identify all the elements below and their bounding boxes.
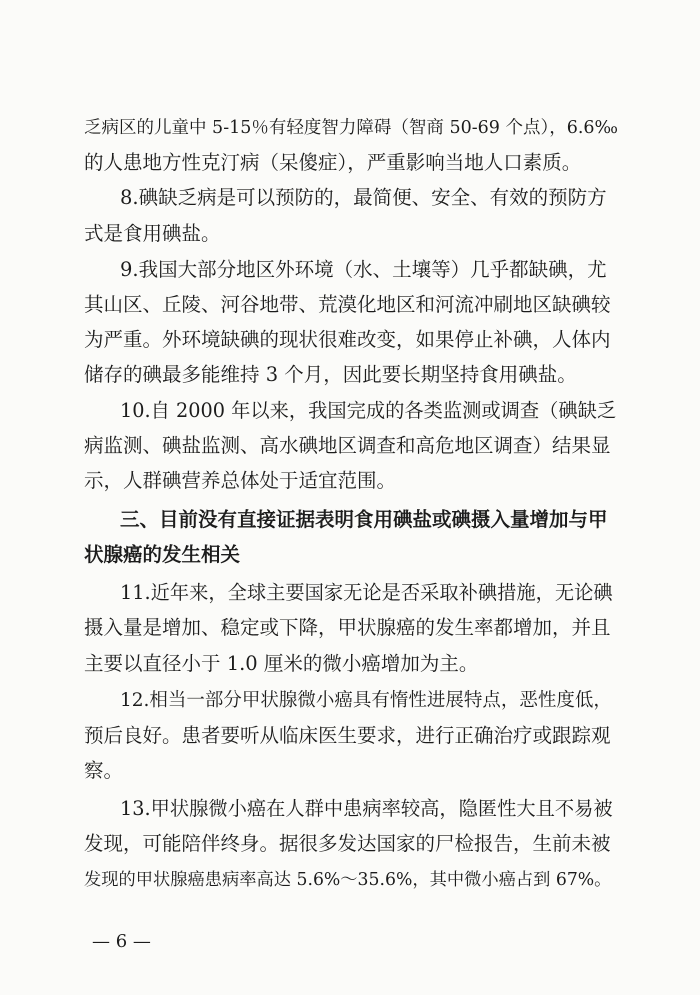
text-line: 发现的甲状腺癌患病率高达 5.6%～35.6%，其中微小癌占到 67%。 — [84, 870, 612, 890]
text-line: 病监测、碘盐监测、高水碘地区调查和高危地区调查）结果显 — [84, 434, 611, 457]
text-line: 11.近年来，全球主要国家无论是否采取补碘措施，无论碘 — [120, 581, 613, 604]
text-line: 储存的碘最多能维持 3 个月，因此要长期坚持食用碘盐。 — [84, 363, 577, 386]
text-line: 主要以直径小于 1.0 厘米的微小癌增加为主。 — [84, 652, 479, 675]
text-line: 为严重。外环境缺碘的现状很难改变，如果停止补碘，人体内 — [84, 328, 611, 351]
text-line: 式是食用碘盐。 — [84, 222, 221, 245]
text-line: 9.我国大部分地区外环境（水、土壤等）几乎都缺碘，尤 — [120, 258, 607, 281]
text-line: 摄入量是增加、稳定或下降，甲状腺癌的发生率都增加，并且 — [84, 616, 611, 639]
text-line: 乏病区的儿童中 5-15％有轻度智力障碍（智商 50-69 个点），6.6‰ — [84, 118, 619, 138]
text-line: 示，人群碘营养总体处于适宜范围。 — [84, 469, 397, 492]
text-line: 10.自 2000 年以来，我国完成的各类监测或调查（碘缺乏 — [120, 399, 617, 422]
section-heading: 状腺癌的发生相关 — [84, 543, 241, 566]
text-line: 发现，可能陪伴终身。据很多发达国家的尸检报告，生前未被 — [84, 832, 611, 855]
text-line: 13.甲状腺微小癌在人群中患病率较高，隐匿性大且不易被 — [120, 797, 613, 820]
text-line: 察。 — [84, 759, 124, 782]
text-line: 8.碘缺乏病是可以预防的，最简便、安全、有效的预防方 — [120, 186, 607, 209]
text-line: 预后良好。患者要听从临床医生要求，进行正确治疗或跟踪观 — [84, 724, 611, 747]
text-line: 其山区、丘陵、河谷地带、荒漠化地区和河流冲刷地区缺碘较 — [84, 293, 611, 316]
text-line: 的人患地方性克汀病（呆傻症），严重影响当地人口素质。 — [84, 151, 582, 174]
page-number: — 6 — — [92, 931, 151, 952]
section-heading: 三、目前没有直接证据表明食用碘盐或碘摄入量增加与甲 — [120, 508, 608, 531]
text-line: 12.相当一部分甲状腺微小癌具有惰性进展特点，恶性度低， — [120, 690, 612, 711]
